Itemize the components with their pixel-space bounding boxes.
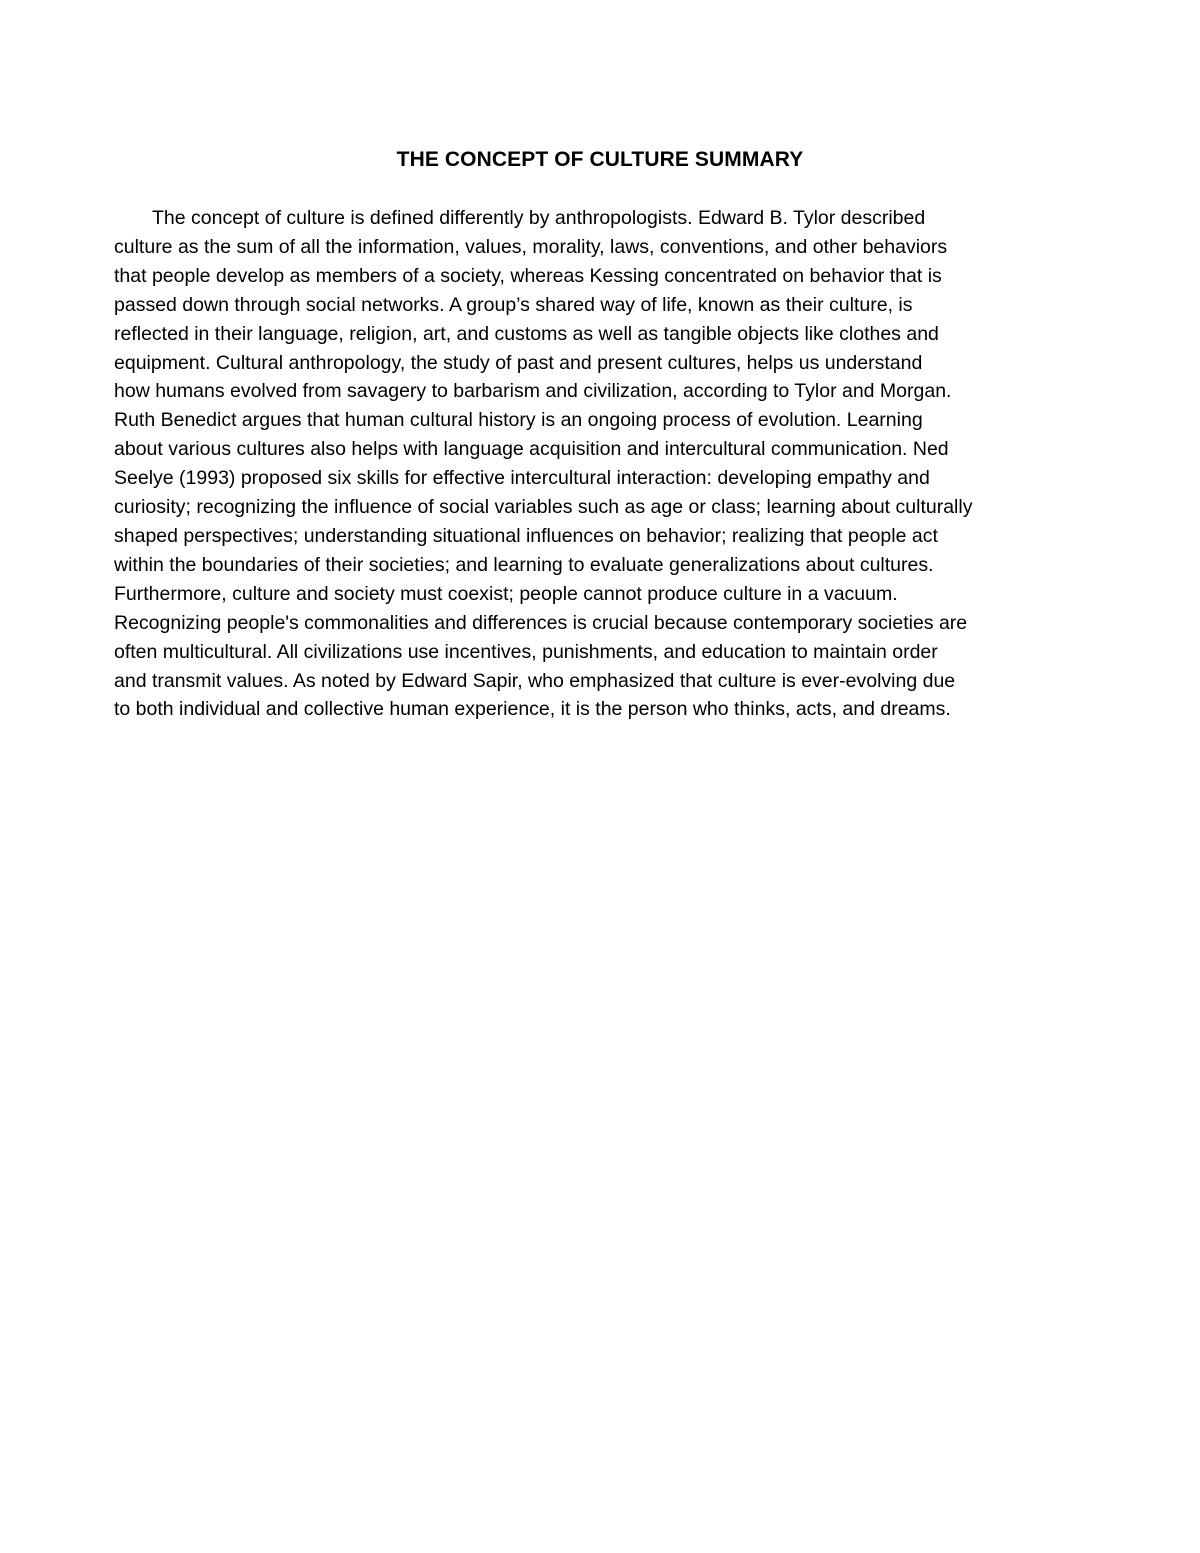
paragraph-line: that people develop as members of a society, whereas Kessing concentrated on behavior that is [114,264,942,287]
paragraph-line: within the boundaries of their societies; and learning to evaluate generalizations about cultures. [114,553,934,576]
paragraph-line: passed down through social networks. A group’s shared way of life, known as their culture, is [114,293,913,316]
paragraph-line: Ruth Benedict argues that human cultural history is an ongoing process of evolution. Learning [114,409,923,432]
document-title: THE CONCEPT OF CULTURE SUMMARY [396,148,804,171]
paragraph-line: about various cultures also helps with language acquisition and intercultural communication. Ned [114,438,949,461]
summary-paragraph [114,204,1074,724]
paragraph-line: The concept of culture is defined differently by anthropologists. Edward B. Tylor described [152,207,926,229]
paragraph-line: and transmit values. As noted by Edward Sapir, who emphasized that culture is ever-evolving due [114,669,956,692]
paragraph-line: Seelye (1993) proposed six skills for effective intercultural interaction: developing empathy and [114,467,930,490]
paragraph-line: Recognizing people's commonalities and differences is crucial because contemporary societies are [114,611,968,634]
paragraph-line: culture as the sum of all the information, values, morality, laws, conventions, and other behaviors [114,235,948,258]
paragraph-line: how humans evolved from savagery to barbarism and civilization, according to Tylor and Morgan. [114,380,952,403]
paragraph-line: to both individual and collective human experience, it is the person who thinks, acts, and dreams. [114,698,951,721]
paragraph-line: equipment. Cultural anthropology, the study of past and present cultures, helps us understand [114,351,923,374]
paragraph-line: curiosity; recognizing the influence of social variables such as age or class; learning about culturally [114,496,973,519]
paragraph-line: shaped perspectives; understanding situational influences on behavior; realizing that people act [114,524,938,547]
paragraph-line: Furthermore, culture and society must coexist; people cannot produce culture in a vacuum. [114,582,898,605]
paragraph-line: often multicultural. All civilizations use incentives, punishments, and education to maintain order [114,640,938,663]
paragraph-line: reflected in their language, religion, art, and customs as well as tangible objects like clothes and [114,322,939,345]
